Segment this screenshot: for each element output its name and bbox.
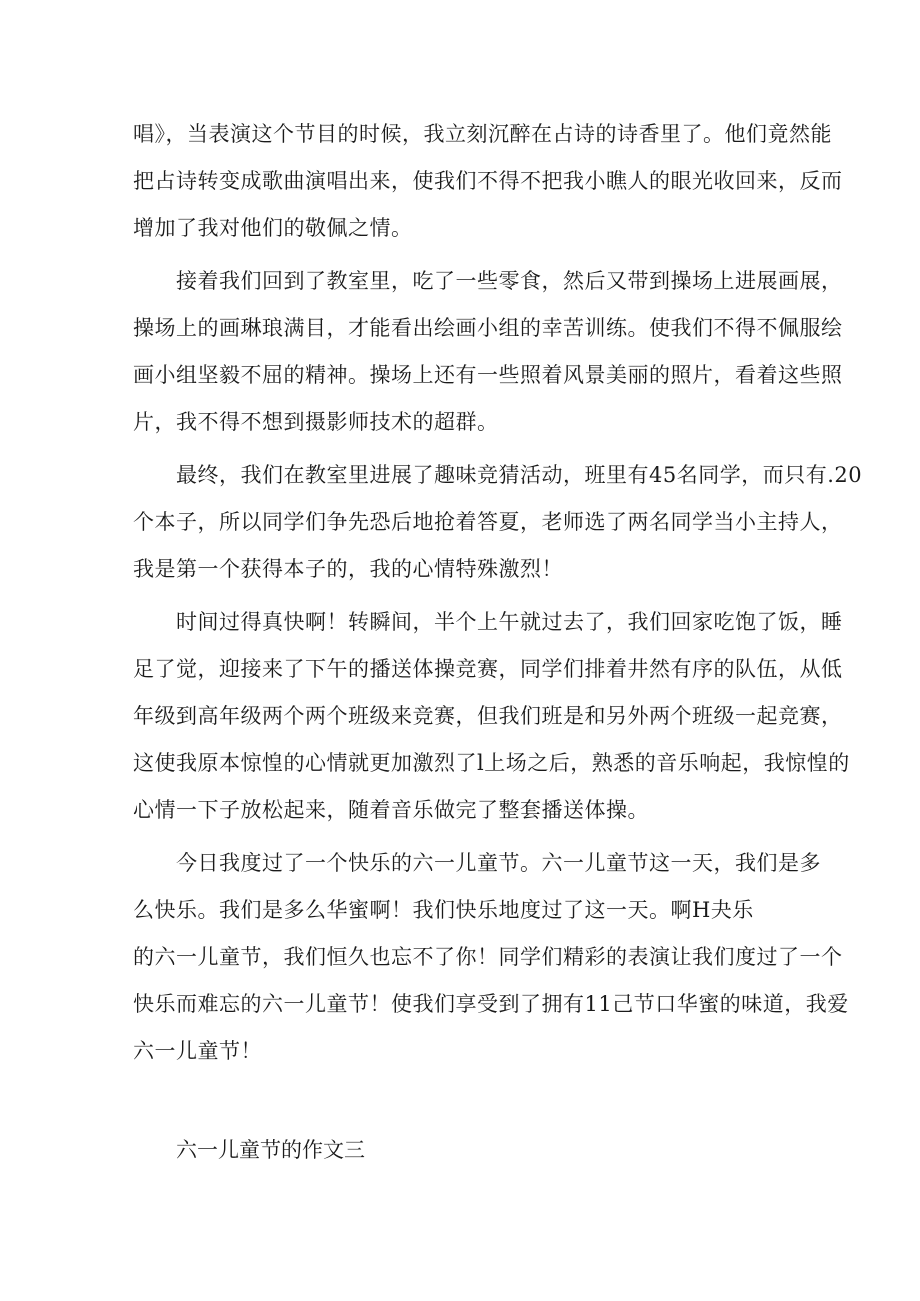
paragraph-4-line-5: 心情一下子放松起来，随着音乐做完了整套播送体操。 (133, 798, 649, 822)
paragraph-1-line-3: 增加了我对他们的敬佩之情。 (133, 216, 413, 240)
paragraph-1-line-2: 把占诗转变成歌曲演唱出来，使我们不得不把我小瞧人的眼光收回来，反而 (133, 169, 843, 193)
paragraph-3-line-2: 个本子，所以同学们争先恐后地抢着答夏，老师选了两名同学当小主持人， (133, 510, 843, 534)
paragraph-4-line-2: 足了觉，迎接来了下午的播送体操竞赛，同学们排着井然有序的队伍，从低 (133, 657, 843, 681)
paragraph-2-line-1: 接着我们回到了教室里，吃了一些零食，然后又带到操场上进展画展， (176, 269, 843, 293)
paragraph-2-line-4: 片，我不得不想到摄影师技术的超群。 (133, 410, 499, 434)
section-heading: 六一儿童节的作文三 (176, 1138, 365, 1162)
paragraph-2-line-3: 画小组坚毅不屈的精神。操场上还有一些照着风景美丽的照片，看着这些照 (133, 363, 843, 387)
paragraph-4-line-4: 这使我原本惊惶的心情就更加激烈了l上场之后，熟悉的音乐响起，我惊惶的 (133, 751, 850, 775)
paragraph-4-line-1: 时间过得真快啊！转瞬间，半个上午就过去了，我们回家吃饱了饭，睡 (176, 610, 843, 634)
paragraph-4-line-3: 年级到高年级两个两个班级来竞赛，但我们班是和另外两个班级一起竞赛， (133, 704, 843, 728)
paragraph-2-line-2: 操场上的画琳琅满目，才能看出绘画小组的幸苦训练。使我们不得不佩服绘 (133, 316, 843, 340)
paragraph-3-line-3: 我是第一个获得本子的，我的心情特殊激烈！ (133, 557, 563, 581)
paragraph-5-line-4: 快乐而难忘的六一儿童节！使我们享受到了拥有11己节口华蜜的味道，我爱 (133, 992, 849, 1016)
paragraph-5-line-1: 今日我度过了一个快乐的六一儿童节。六一儿童节这一天，我们是多 (176, 851, 821, 875)
paragraph-5-line-2: 么快乐。我们是多么华蜜啊！我们快乐地度过了这一天。啊H夬乐 (133, 898, 754, 922)
paragraph-5-line-5: 六一儿童节！ (133, 1039, 262, 1063)
paragraph-1-line-1: 唱》，当表演这个节目的时候，我立刻沉醉在占诗的诗香里了。他们竟然能 (133, 122, 832, 146)
paragraph-5-line-3: 的六一儿童节，我们恒久也忘不了你！同学们精彩的表演让我们度过了一个 (133, 945, 843, 969)
paragraph-3-line-1: 最终，我们在教室里进展了趣味竞猜活动，班里有45名同学，而只有.20 (176, 463, 863, 487)
